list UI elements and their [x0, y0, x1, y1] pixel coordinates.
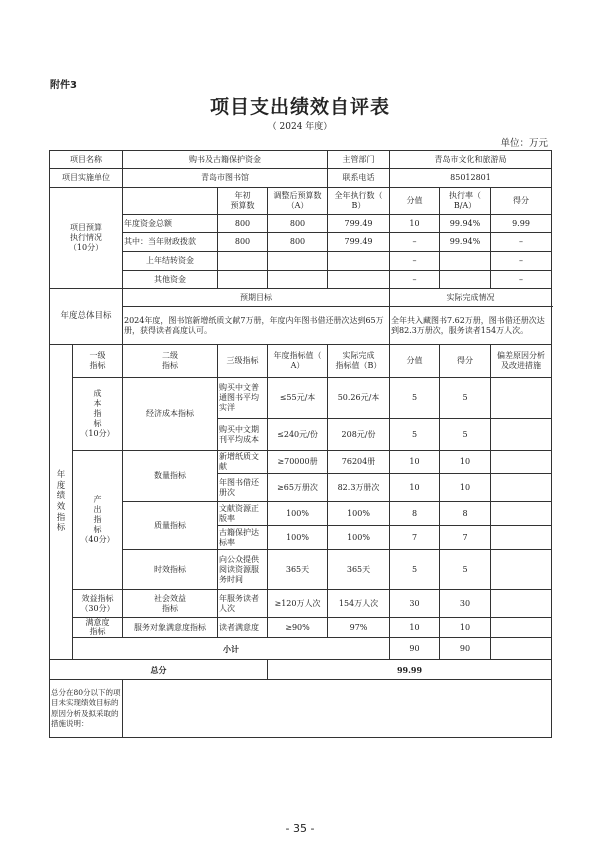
perf-level3: 文献资源正版率 — [218, 502, 268, 526]
evaluation-table — [49, 150, 552, 738]
budget-header-rate: 执行率（ B/A） — [440, 188, 491, 215]
budget-header-score-value: 分值 — [390, 188, 440, 215]
actual-goal-label: 实际完成情况 — [390, 289, 552, 307]
impl-label: 项目实施单位 — [50, 169, 123, 188]
perf-level3: 年服务读者人次 — [218, 590, 268, 618]
perf-score: 10 — [440, 451, 491, 474]
perf-actual: 82.3万册次 — [328, 474, 390, 502]
budget-rate: 99.94% — [440, 233, 491, 252]
perf-header-actual: 实际完成 指标值（B） — [328, 345, 390, 378]
budget-score: – — [491, 271, 552, 289]
explanation-value — [123, 680, 552, 738]
perf-score: 10 — [440, 618, 491, 638]
budget-header-blank — [123, 188, 218, 215]
budget-header-initial: 年初 预算数 — [218, 188, 268, 215]
perf-row — [50, 590, 552, 618]
perf-header-score: 得分 — [440, 345, 491, 378]
unit-label: 单位：万元 — [500, 138, 548, 149]
perf-level3: 购买中文普通图书平均实洋 — [218, 378, 268, 419]
budget-row — [50, 271, 552, 289]
perf-level3: 新增纸质文献 — [218, 451, 268, 474]
perf-actual: 154万人次 — [328, 590, 390, 618]
impl-value: 青岛市图书馆 — [123, 169, 328, 188]
budget-score-value: 10 — [390, 215, 440, 233]
perf-score: 5 — [440, 550, 491, 590]
budget-score-value: – — [390, 271, 440, 289]
perf-score: 8 — [440, 502, 491, 526]
perf-note — [491, 419, 552, 451]
perf-score-value: 5 — [390, 419, 440, 451]
perf-score-value: 8 — [390, 502, 440, 526]
budget-score-value: – — [390, 252, 440, 271]
perf-level3: 古籍保护达标率 — [218, 526, 268, 550]
budget-header-adjusted: 调整后预算数 （A） — [268, 188, 328, 215]
subtotal-score: 90 — [440, 638, 491, 660]
budget-row — [50, 215, 552, 233]
perf-score-value: 10 — [390, 451, 440, 474]
project-name-value: 购书及古籍保护资金 — [123, 151, 328, 169]
perf-row — [50, 451, 552, 474]
perf-target: 100% — [268, 526, 328, 550]
benefit-level1: 效益指标 （30分） — [73, 590, 123, 618]
budget-row-label: 其他资金 — [123, 271, 218, 289]
perf-actual: 100% — [328, 502, 390, 526]
budget-row-label: 年度资金总额 — [123, 215, 218, 233]
budget-row — [50, 233, 552, 252]
perf-note — [491, 451, 552, 474]
perf-score: 5 — [440, 378, 491, 419]
budget-header-row — [50, 188, 552, 215]
perf-score-value: 5 — [390, 550, 440, 590]
perf-actual: 97% — [328, 618, 390, 638]
perf-target: ≥90% — [268, 618, 328, 638]
perf-note — [491, 526, 552, 550]
budget-adjusted — [268, 271, 328, 289]
perf-row — [50, 618, 552, 638]
perf-score: 10 — [440, 474, 491, 502]
budget-score: – — [491, 233, 552, 252]
quantity-level2: 数量指标 — [123, 451, 218, 502]
budget-executed — [328, 252, 390, 271]
goals-header-row — [50, 289, 552, 307]
performance-header-row — [50, 345, 552, 378]
perf-target: ≥120万人次 — [268, 590, 328, 618]
attachment-label: 附件3 — [50, 80, 77, 91]
perf-note — [491, 502, 552, 526]
expected-goal-label: 预期目标 — [123, 289, 390, 307]
perf-note — [491, 378, 552, 419]
budget-row-label: 其中：当年财政拨款 — [123, 233, 218, 252]
project-name-label: 项目名称 — [50, 151, 123, 169]
subtotal-row — [50, 638, 552, 660]
satisfaction-level2: 服务对象满意度指标 — [123, 618, 218, 638]
perf-score-value: 7 — [390, 526, 440, 550]
info-row-impl — [50, 169, 552, 188]
budget-row-label: 上年结转资金 — [123, 252, 218, 271]
explanation-row — [50, 680, 552, 738]
perf-note — [491, 618, 552, 638]
goals-content-row — [50, 307, 552, 345]
perf-note — [491, 590, 552, 618]
dept-value: 青岛市文化和旅游局 — [390, 151, 552, 169]
total-value: 99.99 — [268, 660, 552, 680]
perf-level3: 年图书借还册次 — [218, 474, 268, 502]
perf-level3: 购买中文期刊平均成本 — [218, 419, 268, 451]
perf-target: ≥65万册次 — [268, 474, 328, 502]
budget-header-score: 得分 — [491, 188, 552, 215]
perf-score: 5 — [440, 419, 491, 451]
perf-header-level2: 二级 指标 — [123, 345, 218, 378]
perf-header-level1: 一级 指标 — [73, 345, 123, 378]
performance-section-label: 年 度 绩 效 指 标 — [50, 345, 73, 660]
budget-score: – — [491, 252, 552, 271]
expected-goal-text: 2024年度，图书馆新增纸质文献7万册，年度内年图书借还册次达到65万册，获得读者高度认可。 — [123, 307, 390, 345]
total-row — [50, 660, 552, 680]
subtotal-note — [491, 638, 552, 660]
perf-note — [491, 474, 552, 502]
perf-actual: 50.26元/本 — [328, 378, 390, 419]
perf-header-score-value: 分值 — [390, 345, 440, 378]
perf-score-value: 5 — [390, 378, 440, 419]
perf-level3: 向公众提供阅读资源服务时间 — [218, 550, 268, 590]
explanation-label: 总分在80分以下的项目未实现绩效目标的原因分析及拟采取的措施说明： — [50, 680, 123, 738]
budget-adjusted: 800 — [268, 215, 328, 233]
quality-level2: 质量指标 — [123, 502, 218, 550]
perf-target: ≥70000册 — [268, 451, 328, 474]
perf-score-value: 10 — [390, 618, 440, 638]
year-label: （ 2024 年度） — [267, 122, 333, 132]
benefit-level2: 社会效益 指标 — [123, 590, 218, 618]
cost-level1: 成 本 指 标 （10分） — [73, 378, 123, 451]
perf-actual: 76204册 — [328, 451, 390, 474]
phone-value: 85012801 — [390, 169, 552, 188]
page-number: - 35 - — [285, 822, 315, 835]
goals-section-label: 年度总体目标 — [50, 289, 123, 345]
budget-score-value: – — [390, 233, 440, 252]
perf-target: ≤240元/份 — [268, 419, 328, 451]
budget-rate — [440, 252, 491, 271]
cost-level2: 经济成本指标 — [123, 378, 218, 451]
perf-target: 365天 — [268, 550, 328, 590]
perf-actual: 365天 — [328, 550, 390, 590]
budget-adjusted — [268, 252, 328, 271]
budget-initial: 800 — [218, 233, 268, 252]
budget-score: 9.99 — [491, 215, 552, 233]
perf-note — [491, 550, 552, 590]
perf-score: 7 — [440, 526, 491, 550]
perf-header-note: 偏差原因分析 及改进措施 — [491, 345, 552, 378]
subtotal-score-value: 90 — [390, 638, 440, 660]
subtotal-label: 小计 — [73, 638, 390, 660]
budget-executed: 799.49 — [328, 233, 390, 252]
budget-rate: 99.94% — [440, 215, 491, 233]
perf-target: ≤55元/本 — [268, 378, 328, 419]
dept-label: 主管部门 — [328, 151, 390, 169]
budget-executed: 799.49 — [328, 215, 390, 233]
output-level1: 产 出 指 标 （40分） — [73, 451, 123, 590]
perf-header-level3: 三级指标 — [218, 345, 268, 378]
perf-row — [50, 502, 552, 526]
budget-row — [50, 252, 552, 271]
perf-row — [50, 550, 552, 590]
perf-score-value: 30 — [390, 590, 440, 618]
satisfaction-level1: 满意度 指标 — [73, 618, 123, 638]
actual-goal-text: 全年共入藏图书7.62万册，图书借还册次达到82.3万册次，服务读者154万人次。 — [390, 307, 552, 345]
budget-section-label: 项目预算 执行情况 （10分） — [50, 188, 123, 289]
perf-score: 30 — [440, 590, 491, 618]
budget-adjusted: 800 — [268, 233, 328, 252]
perf-target: 100% — [268, 502, 328, 526]
budget-initial — [218, 271, 268, 289]
total-label: 总分 — [50, 660, 268, 680]
timeliness-level2: 时效指标 — [123, 550, 218, 590]
perf-row — [50, 378, 552, 419]
budget-rate — [440, 271, 491, 289]
budget-initial — [218, 252, 268, 271]
page-title: 项目支出绩效自评表 — [209, 96, 390, 118]
perf-score-value: 10 — [390, 474, 440, 502]
perf-level3: 读者满意度 — [218, 618, 268, 638]
budget-header-executed: 全年执行数（ B） — [328, 188, 390, 215]
perf-actual: 208元/份 — [328, 419, 390, 451]
budget-initial: 800 — [218, 215, 268, 233]
phone-label: 联系电话 — [328, 169, 390, 188]
perf-header-target: 年度指标值（ A） — [268, 345, 328, 378]
info-row-name — [50, 151, 552, 169]
budget-executed — [328, 271, 390, 289]
perf-actual: 100% — [328, 526, 390, 550]
